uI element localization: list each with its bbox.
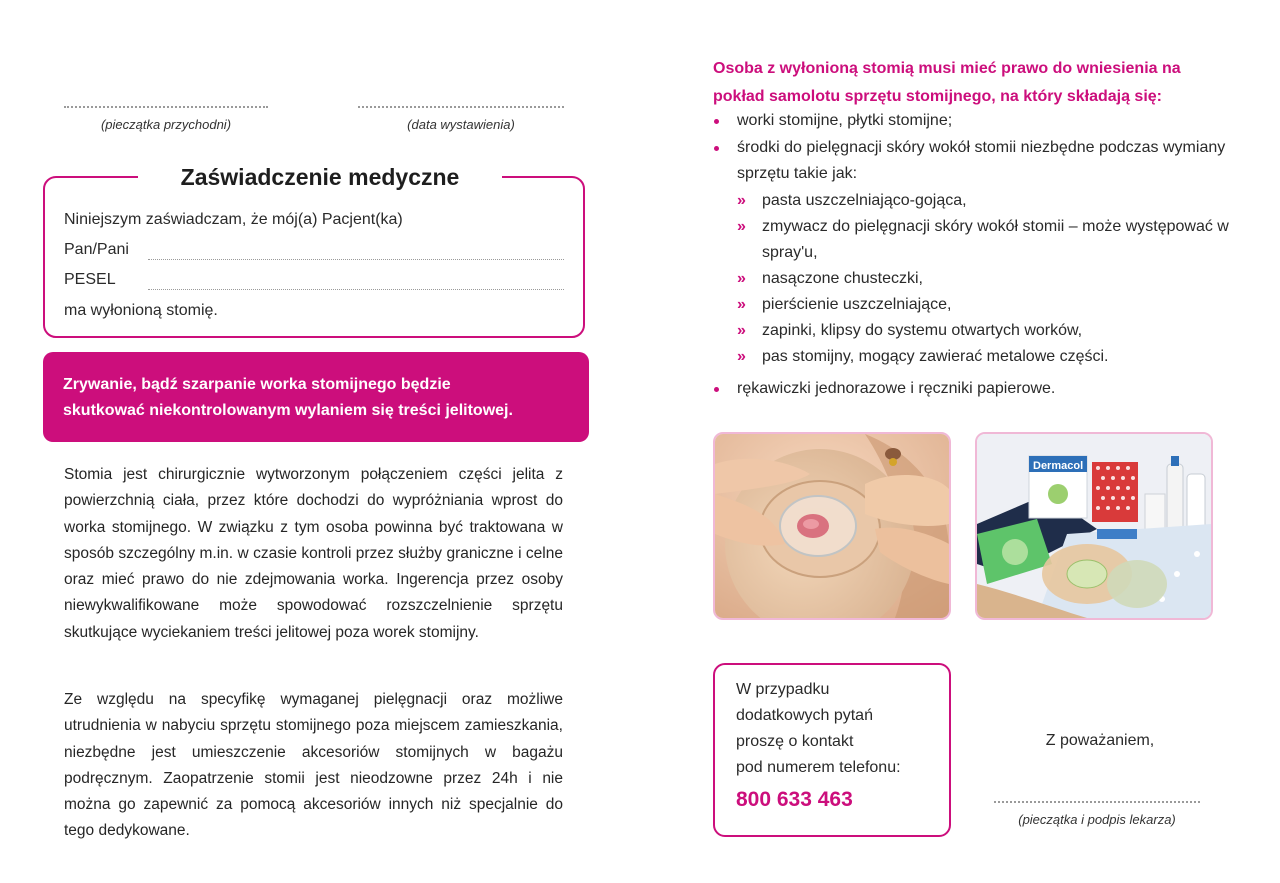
contact-line: dodatkowych pytań (736, 707, 873, 724)
contact-box (713, 663, 951, 837)
contact-line: W przypadku (736, 681, 830, 698)
ostomy-products-illustration (977, 434, 1211, 618)
photo-ostomy-bag-application (713, 432, 951, 620)
pesel-field-line (148, 289, 564, 290)
chevron-marker-icon: » (737, 348, 746, 365)
warning-line-1: Zrywanie, bądź szarpanie worka stomijnego będzie (63, 376, 451, 393)
ostomy-bag-illustration (715, 434, 949, 618)
name-field-line (148, 259, 564, 260)
equipment-intro: Osoba z wyłonioną stomią musi mieć prawo do wniesienia na pokład samolotu sprzętu stomijnego, na który składają się: (713, 60, 1181, 105)
contact-line: proszę o kontakt (736, 733, 854, 750)
warning-line-2: skutkować niekontrolowanym wylaniem się treści jelitowej. (63, 402, 513, 419)
certificate-line-4: ma wyłonioną stomię. (64, 302, 218, 319)
photo-ostomy-products (975, 432, 1213, 620)
signature-label: (pieczątka i podpis lekarza) (1018, 812, 1176, 827)
sub-list-item: » nasączone chusteczki, (713, 266, 1233, 292)
list-item: rękawiczki jednorazowe i ręczniki papierowe. (713, 376, 1233, 402)
signature-greeting: Z poważaniem, (1045, 732, 1155, 749)
paragraph-hand-luggage: Ze względu na specyfikę wymaganej pielęgnacji oraz możliwe utrudnienia w nabyciu sprzętu stomijnego poza miejscem zamieszkania, niezbędne jest umieszczenie akcesoriów stomijnych w bagażu podręcznym. Zaopatrzenie stomii jest nieodzowne przez 24h i nie można go zapewnić za pomocą akcesoriów innych niż specjalnie do tego dedykowane. (64, 691, 563, 840)
sub-list-item: » zmywacz do pielęgnacji skóry wokół stomii – może występować w spray'u, (713, 214, 1233, 266)
sub-list-item: » zapinki, klipsy do systemu otwartych worków, (713, 318, 1233, 344)
sub-list-item: » pasta uszczelniająco-gojąca, (713, 188, 1233, 214)
list-item: środki do pielęgnacji skóry wokół stomii niezbędne podczas wymiany sprzętu takie jak: (713, 135, 1233, 187)
product-brand-label: Dermacol (1033, 460, 1084, 472)
contact-line: pod numerem telefonu: (736, 759, 901, 776)
paragraph-stoma-definition: Stomia jest chirurgicznie wytworzonym połączeniem części jelita z powierzchnią ciała, przez które dochodzi do wypróżniania wprost do worka stomijnego. W związku z tym osoba powinna być traktowana w sposób szczególny m.in. w czasie kontroli przez służby graniczne i celne oraz mieć prawo do nie zdejmowania worka. Ingerencja przez osoby niewykwalifikowane może spowodować rozszczelnienie sprzętu skutkujące wyciekaniem treści jelitowej poza worek stomijny. (64, 466, 563, 641)
contact-phone-number: 800 633 463 (736, 788, 853, 811)
certificate-title: Zaświadczenie medyczne (138, 160, 502, 194)
chevron-marker-icon: » (737, 192, 746, 209)
certificate-line-1: Niniejszym zaświadczam, że mój(a) Pacjent(ka) (64, 211, 403, 228)
chevron-marker-icon: » (737, 322, 746, 339)
signature-line (994, 801, 1200, 803)
stamp-label: (pieczątka przychodni) (100, 117, 232, 132)
equipment-list (713, 108, 1233, 402)
name-label: Pan/Pani (64, 241, 129, 258)
date-label: (data wystawienia) (407, 117, 515, 132)
date-line (358, 106, 564, 108)
list-item: worki stomijne, płytki stomijne; (713, 108, 1233, 134)
chevron-marker-icon: » (737, 296, 746, 313)
stamp-line (64, 106, 268, 108)
warning-banner (43, 352, 589, 442)
chevron-marker-icon: » (737, 270, 746, 287)
pesel-label: PESEL (64, 271, 116, 288)
sub-list-item: » pierścienie uszczelniające, (713, 292, 1233, 318)
sub-list-item: » pas stomijny, mogący zawierać metalowe części. (713, 344, 1233, 370)
chevron-marker-icon: » (737, 218, 746, 235)
